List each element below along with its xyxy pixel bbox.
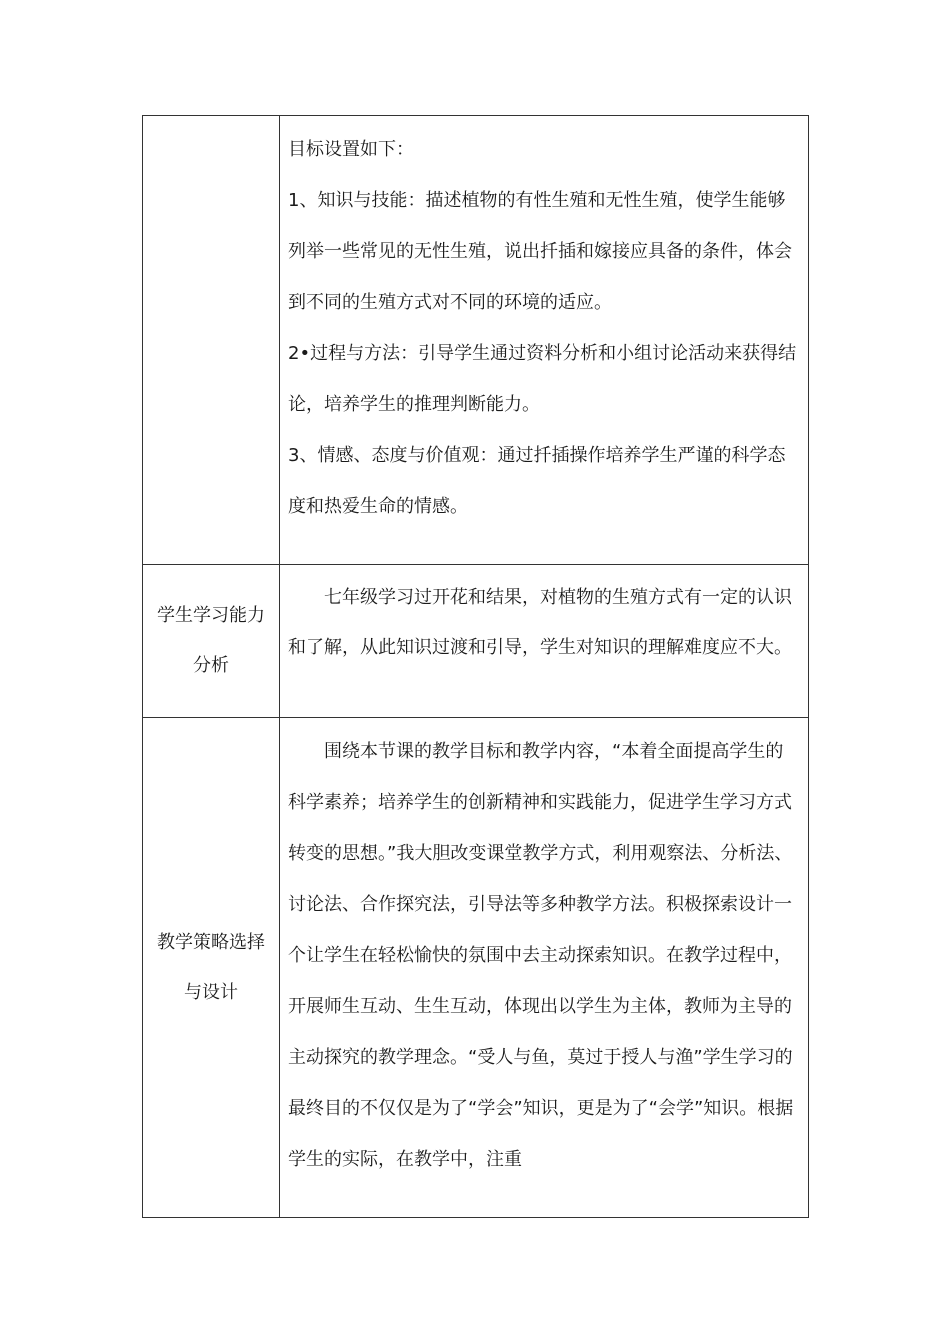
table-row-strategy xyxy=(143,718,809,1218)
ability-content xyxy=(280,565,809,718)
goal-emotion-attitude-values: 3、情感、态度与价值观：通过扦插操作培养学生严谨的科学态度和热爱生命的情感。 xyxy=(288,445,786,517)
row-label-ability: 学生学习能力分析 xyxy=(143,565,280,718)
row-label-strategy: 教学策略选择与设计 xyxy=(143,718,280,1218)
lesson-plan-table xyxy=(142,115,809,1218)
table-row-ability xyxy=(143,565,809,718)
goals-content xyxy=(280,116,809,565)
ability-text: 七年级学习过开花和结果，对植物的生殖方式有一定的认识和了解，从此知识过渡和引导，学生对知识的理解难度应不大。 xyxy=(288,587,792,658)
goal-process-methods: 2•过程与方法：引导学生通过资料分析和小组讨论活动来获得结论，培养学生的推理判断能力。 xyxy=(288,343,797,415)
row-label-goals xyxy=(143,116,280,565)
goals-intro: 目标设置如下： xyxy=(288,139,414,160)
strategy-text: 围绕本节课的教学目标和教学内容，“本着全面提高学生的科学素养；培养学生的创新精神和实践能力，促进学生学习方式转变的思想。”我大胆改变课堂教学方式，利用观察法、分析法、讨论法、合作探究法，引导法等多种教学方法。积极探索设计一个让学生在轻松愉快的氛围中去主动探索知识。在教学过程中，开展师生互动、生生互动，体现出以学生为主体，教师为主导的主动探究的教学理念。“受人与鱼，莫过于授人与渔”学生学习的最终目的不仅仅是为了“学会”知识，更是为了“会学”知识。根据学生的实际，在教学中，注重 xyxy=(288,741,794,1170)
strategy-content xyxy=(280,718,809,1218)
table-row-goals xyxy=(143,116,809,565)
goal-knowledge-skills: 1、知识与技能：描述植物的有性生殖和无性生殖，使学生能够列举一些常见的无性生殖，说出扦插和嫁接应具备的条件，体会到不同的生殖方式对不同的环境的适应。 xyxy=(288,190,792,313)
